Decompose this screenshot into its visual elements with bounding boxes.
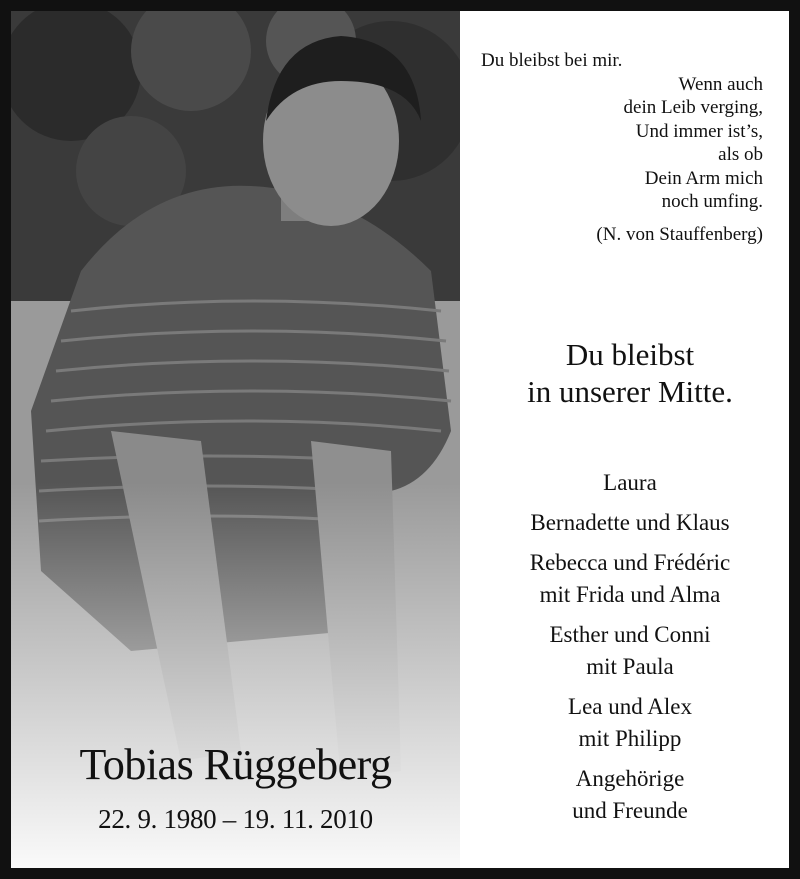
motto-line: Du bleibst [565, 337, 695, 372]
poem-line: Und immer ist’s, [635, 120, 763, 142]
mourner-group [460, 547, 800, 611]
memorial-photo [11, 11, 460, 868]
mourner-line: Bernadette und Klaus [530, 510, 730, 535]
mourner-group [460, 619, 800, 683]
poem-line: Wenn auch [678, 73, 763, 95]
mourner-line: Lea und Alex [568, 694, 692, 719]
mourner-line: Angehörige [575, 766, 685, 791]
deceased-name: Tobias Rüggeberg [79, 740, 392, 789]
poem-attribution: (N. von Stauffenberg) [596, 223, 763, 245]
mourner-line: mit Paula [586, 654, 674, 679]
mourner-line: mit Frida und Alma [539, 582, 721, 607]
mourner-group [460, 467, 800, 499]
mourner-line: Rebecca und Frédéric [529, 550, 731, 575]
motto [460, 336, 800, 410]
mourner-group [460, 763, 800, 827]
motto-line: in unserer Mitte. [527, 374, 733, 409]
mourner-line: mit Philipp [578, 726, 682, 751]
poem [481, 49, 763, 246]
mourner-group [460, 507, 800, 539]
poem-line: Du bleibst bei mir. [481, 50, 623, 71]
poem-line: als ob [718, 144, 763, 165]
mourner-line: Laura [603, 470, 657, 495]
mourners-list [460, 467, 800, 835]
poem-line: noch umfing. [661, 191, 763, 212]
life-dates: 22. 9. 1980 – 19. 11. 2010 [98, 804, 373, 834]
mourner-line: und Freunde [572, 798, 688, 823]
poem-line: Dein Arm mich [644, 167, 763, 189]
poem-line: dein Leib verging, [623, 97, 763, 118]
mourner-line: Esther und Conni [549, 622, 711, 647]
mourner-group [460, 691, 800, 755]
